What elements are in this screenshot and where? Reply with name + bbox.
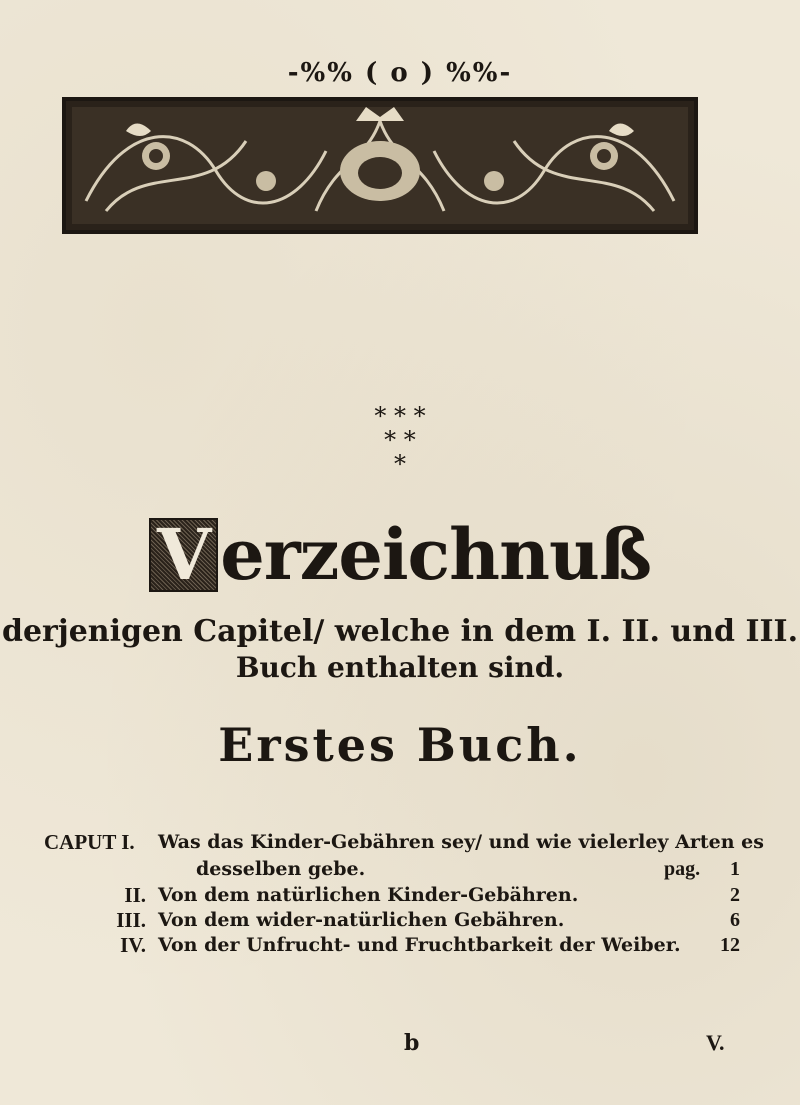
toc-page: 2	[730, 884, 740, 906]
subtitle-line-1: derjenigen Capitel/ welche in dem I. II. und III.	[1, 614, 799, 649]
toc-number: IV.	[120, 933, 146, 957]
toc-row	[0, 829, 800, 855]
toc-number: II.	[124, 883, 146, 907]
toc-number: III.	[116, 908, 146, 932]
toc-page: 1	[730, 858, 740, 880]
catchword: V.	[706, 1030, 725, 1055]
toc-text: Von dem wider-natürlichen Gebähren.	[158, 909, 565, 931]
toc-text: Von der Unfrucht- und Fruchtbarkeit der Weiber.	[158, 934, 681, 956]
star-row-1: * * *	[374, 402, 426, 430]
star-row-3: *	[394, 450, 406, 478]
star-row-2: * *	[384, 426, 416, 454]
toc-row	[0, 856, 800, 882]
acanthus-scroll-headpiece-icon	[66, 101, 694, 230]
toc-row	[0, 882, 800, 908]
toc-pag-label: pag.	[664, 858, 701, 880]
section-title: Erstes Buch.	[218, 718, 582, 772]
toc-text: Von dem natürlichen Kinder-Gebähren.	[158, 884, 579, 906]
toc-row	[0, 932, 800, 958]
toc-page: 6	[730, 909, 740, 931]
toc-text: desselben gebe.	[196, 858, 366, 880]
page-title	[0, 513, 800, 596]
page-footer	[0, 1028, 800, 1058]
toc-text: Was das Kinder-Gebähren sey/ und wie vielerley Arten es	[158, 831, 764, 853]
signature-mark: b	[404, 1030, 420, 1056]
toc-page: 12	[720, 934, 740, 956]
toc-number: CAPUT I.	[44, 830, 135, 854]
title-rest: erzeichnuß	[220, 513, 652, 596]
page-header-mark: -%% ( o ) %%-	[287, 58, 513, 88]
subtitle-line-2: Buch enthalten sind.	[235, 651, 565, 684]
toc-row	[0, 907, 800, 933]
decorated-initial: V	[149, 518, 218, 592]
ornamental-headpiece	[62, 97, 698, 234]
